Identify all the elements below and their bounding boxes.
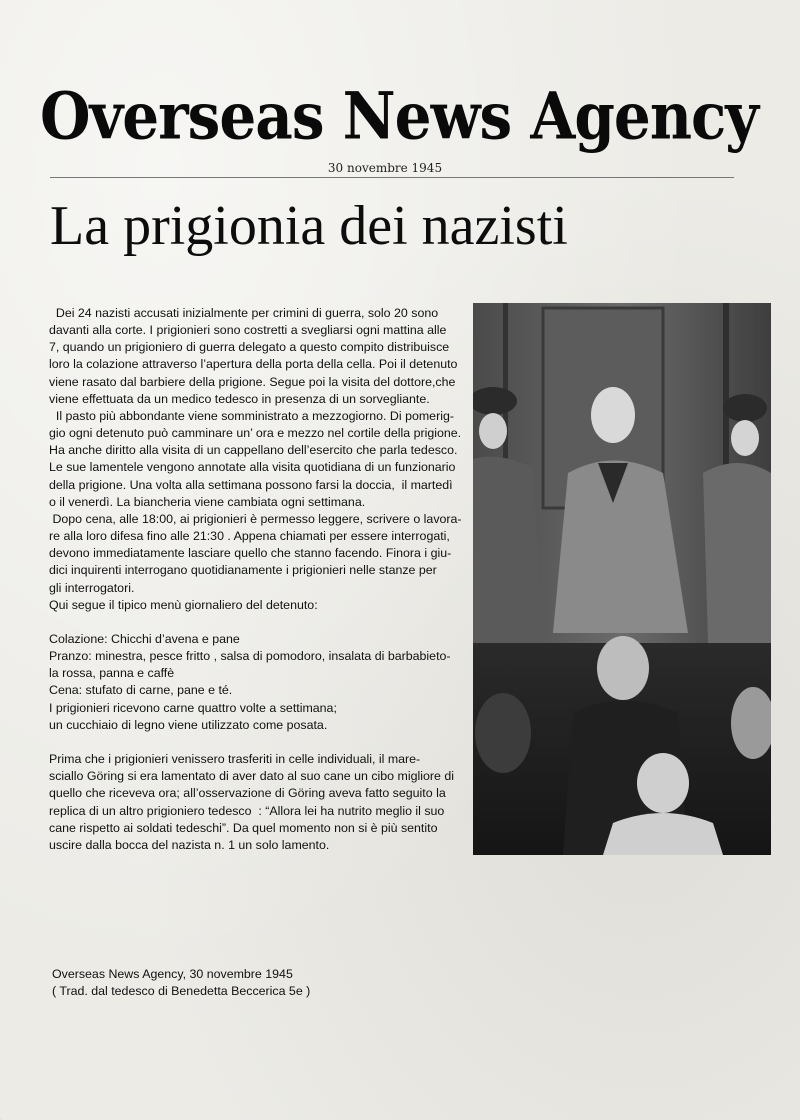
article-body-line: 7, quando un prigioniero di guerra delegato a questo compito distribuisce bbox=[49, 340, 450, 355]
article-body-line: quello che riceveva ora; all’osservazione di Göring aveva fatto seguito la bbox=[49, 786, 446, 801]
article-body-line: Prima che i prigionieri venissero trasferiti in celle individuali, il mare- bbox=[49, 752, 421, 767]
masthead-date: 30 novembre 1945 bbox=[327, 161, 443, 175]
article-body-line: Qui segue il tipico menù giornaliero del detenuto: bbox=[49, 597, 318, 612]
article-body-line: uscire dalla bocca del nazista n. 1 un solo lamento. bbox=[49, 837, 330, 852]
article-body-line: viene effettuata da un medico tedesco in presenza di un sorvegliante. bbox=[49, 391, 430, 406]
article-headline: La prigionia dei nazisti bbox=[50, 195, 568, 257]
article-body-line: Dopo cena, alle 18:00, ai prigionieri è permesso leggere, scrivere o lavora- bbox=[49, 511, 462, 526]
footer-translation: ( Trad. dal tedesco di Benedetta Beccerica 5e ) bbox=[52, 984, 311, 998]
masthead-divider bbox=[50, 177, 734, 178]
article-body-line: Pranzo: minestra, pesce fritto , salsa di pomodoro, insalata di barbabieto- bbox=[49, 649, 451, 664]
article-body-line: gio ogni detenuto può camminare un’ ora e mezzo nel cortile della prigione. bbox=[49, 426, 462, 441]
footer-source: Overseas News Agency, 30 novembre 1945 bbox=[52, 967, 293, 981]
article-body-line: davanti alla corte. I prigionieri sono costretti a svegliarsi ogni mattina alle bbox=[49, 323, 447, 338]
article-body-line: un cucchiaio di legno viene utilizzato come posata. bbox=[49, 717, 328, 732]
article-body bbox=[49, 305, 462, 854]
article-body-line: devono immediatamente lasciare quello che stanno facendo. Finora i giu- bbox=[49, 546, 452, 561]
article-body-line: o il venerdì. La biancheria viene cambiata ogni settimana. bbox=[49, 494, 366, 509]
article-body-line: dici inquirenti interrogano quotidianamente i prigionieri nelle stanze per bbox=[49, 563, 437, 578]
article-body-line: loro la colazione attraverso l’apertura della porta della cella. Poi il detenuto bbox=[49, 357, 458, 372]
article-body-line bbox=[49, 614, 449, 631]
masthead-title: Overseas News Agency bbox=[40, 78, 758, 155]
article-body-line: gli interrogatori. bbox=[49, 580, 135, 595]
article-body-line: la rossa, panna e caffè bbox=[49, 666, 175, 681]
article-body-line: Colazione: Chicchi d’avena e pane bbox=[49, 631, 240, 646]
article-body-line: Dei 24 nazisti accusati inizialmente per crimini di guerra, solo 20 sono bbox=[49, 306, 439, 320]
article-body-line: Il pasto più abbondante viene somministrato a mezzogiorno. Di pomerig- bbox=[49, 408, 454, 423]
article-body-line: I prigionieri ricevono carne quattro volte a settimana; bbox=[49, 700, 337, 715]
article-footer bbox=[52, 966, 310, 1000]
article-body-line bbox=[49, 734, 449, 751]
article-body-line: cane rispetto ai soldati tedeschi”. Da quel momento non si è più sentito bbox=[49, 820, 438, 835]
article-body-line: Cena: stufato di carne, pane e té. bbox=[49, 683, 233, 698]
article-body-line: replica di un altro prigioniero tedesco : “Allora lei ha nutrito meglio il suo bbox=[49, 803, 445, 818]
article-body-line: sciallo Göring si era lamentato di aver dato al suo cane un cibo migliore di bbox=[49, 769, 454, 784]
article-body-line: Ha anche diritto alla visita di un cappellano dell’esercito che parla tedesco. bbox=[49, 443, 458, 458]
article-body-line: Le sue lamentele vengono annotate alla visita quotidiana di un funzionario bbox=[49, 460, 456, 475]
article-body-line: re alla loro difesa fino alle 21:30 . Appena chiamati per essere interrogati, bbox=[49, 529, 450, 544]
article-body-line: della prigione. Una volta alla settimana possono farsi la doccia, il martedì bbox=[49, 477, 453, 492]
article-photo bbox=[473, 303, 771, 855]
article-body-line: viene rasato dal barbiere della prigione. Segue poi la visita del dottore,che bbox=[49, 374, 456, 389]
